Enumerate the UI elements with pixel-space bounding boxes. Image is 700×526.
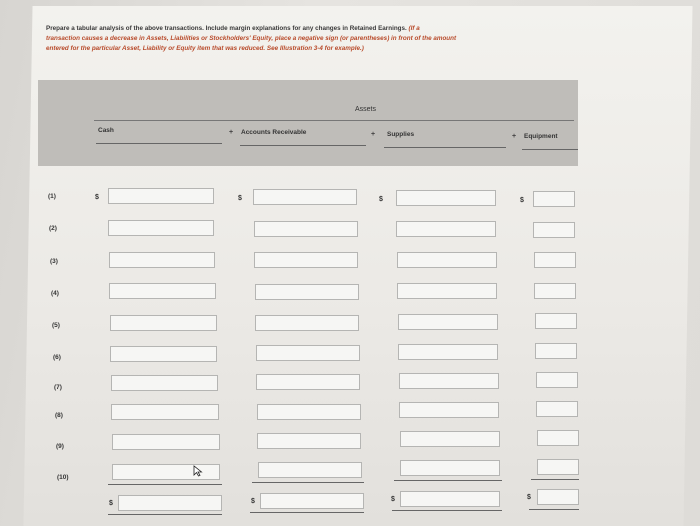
supplies-input-row4[interactable] [397,283,497,299]
ar-total-input[interactable] [260,493,364,509]
cash-input-row1[interactable] [108,188,214,204]
column-header-accounts-receivable: Accounts Receivable [241,129,307,136]
equipment-input-row5[interactable] [535,313,577,329]
column-header-supplies: Supplies [387,131,415,138]
equipment-total-input[interactable] [537,489,579,505]
equipment-input-row9[interactable] [537,430,579,446]
row-label-3: (3) [50,258,58,265]
plus-sign-1: + [229,129,234,136]
supplies-input-row6[interactable] [398,344,498,360]
column-header-equipment: Equipment [524,133,558,140]
row-label-10: (10) [57,474,69,481]
cash-total-double-rule [108,514,222,515]
plus-sign-2: + [371,131,376,138]
supplies-total-input[interactable] [400,491,500,507]
plus-sign-3: + [512,133,517,140]
cash-input-row10[interactable] [112,464,220,480]
supplies-input-row1[interactable] [396,190,496,206]
equipment-input-row6[interactable] [535,343,577,359]
instructions-line1: Prepare a tabular analysis of the above transactions. Include margin explanations for any changes in Retained Earnings. [46,25,407,32]
cash-total-input[interactable] [118,495,222,511]
ar-input-row8[interactable] [257,404,361,420]
ar-input-row10[interactable] [258,462,362,478]
equipment-input-row4[interactable] [534,283,576,299]
mouse-cursor-icon [193,465,203,477]
ar-input-row2[interactable] [254,221,358,237]
cash-input-row2[interactable] [108,220,214,236]
assets-rule [94,120,574,121]
equipment-total-double-rule [529,509,579,510]
equipment-total-rule [531,479,579,480]
supplies-input-row8[interactable] [399,402,499,418]
cash-input-row5[interactable] [110,315,217,331]
column-rule-supplies [384,147,506,148]
ar-input-row6[interactable] [256,345,360,361]
supplies-input-row2[interactable] [396,221,496,237]
row-label-1: (1) [48,193,56,200]
assets-group-title: Assets [355,106,377,113]
row-label-5: (5) [52,322,60,329]
equipment-input-row3[interactable] [534,252,576,268]
currency-supplies-total: $ [391,496,395,503]
column-rule-equipment [522,149,578,150]
supplies-total-rule [394,480,502,481]
row-label-2: (2) [49,225,57,232]
currency-supplies-row1: $ [379,196,383,203]
instructions-note-line3: entered for the particular Asset, Liability or Equity item that was reduced. See Illustration 3-4 for example.) [46,45,364,52]
cash-total-rule [108,484,222,485]
instructions-note-line2: transaction causes a decrease in Assets, Liabilities or Stockholders' Equity, place a negative sign (or parentheses) in front of the amount [46,35,457,42]
supplies-input-row7[interactable] [399,373,499,389]
supplies-total-double-rule [392,510,502,511]
cash-input-row4[interactable] [109,283,216,299]
cash-input-row6[interactable] [110,346,217,362]
row-label-8: (8) [55,412,63,419]
currency-cash-total: $ [109,500,113,507]
cash-input-row3[interactable] [109,252,215,268]
column-rule-accounts-receivable [240,145,366,146]
cash-input-row7[interactable] [111,375,218,391]
column-header-cash: Cash [98,127,114,134]
ar-input-row7[interactable] [256,374,360,390]
ar-input-row1[interactable] [253,189,357,205]
row-label-9: (9) [56,443,64,450]
currency-ar-total: $ [251,498,255,505]
supplies-input-row3[interactable] [397,252,497,268]
equipment-input-row1[interactable] [533,191,575,207]
cash-input-row9[interactable] [112,434,220,450]
ar-input-row9[interactable] [257,433,361,449]
currency-equipment-total: $ [527,494,531,501]
currency-equipment-row1: $ [520,197,524,204]
instructions-note-start: (If a [408,25,420,32]
row-label-7: (7) [54,384,62,391]
equipment-input-row8[interactable] [536,401,578,417]
column-rule-cash [96,143,222,144]
row-label-6: (6) [53,354,61,361]
equipment-input-row2[interactable] [533,222,575,238]
table-header-band [38,80,578,166]
instructions-text [46,24,606,54]
ar-input-row4[interactable] [255,284,359,300]
supplies-input-row10[interactable] [400,460,500,476]
cash-input-row8[interactable] [111,404,219,420]
supplies-input-row5[interactable] [398,314,498,330]
row-label-4: (4) [51,290,59,297]
currency-cash-row1: $ [95,194,99,201]
currency-ar-row1: $ [238,195,242,202]
ar-input-row5[interactable] [255,315,359,331]
equipment-input-row10[interactable] [537,459,579,475]
ar-input-row3[interactable] [254,252,358,268]
ar-total-rule [252,482,364,483]
ar-total-double-rule [250,512,364,513]
supplies-input-row9[interactable] [400,431,500,447]
equipment-input-row7[interactable] [536,372,578,388]
